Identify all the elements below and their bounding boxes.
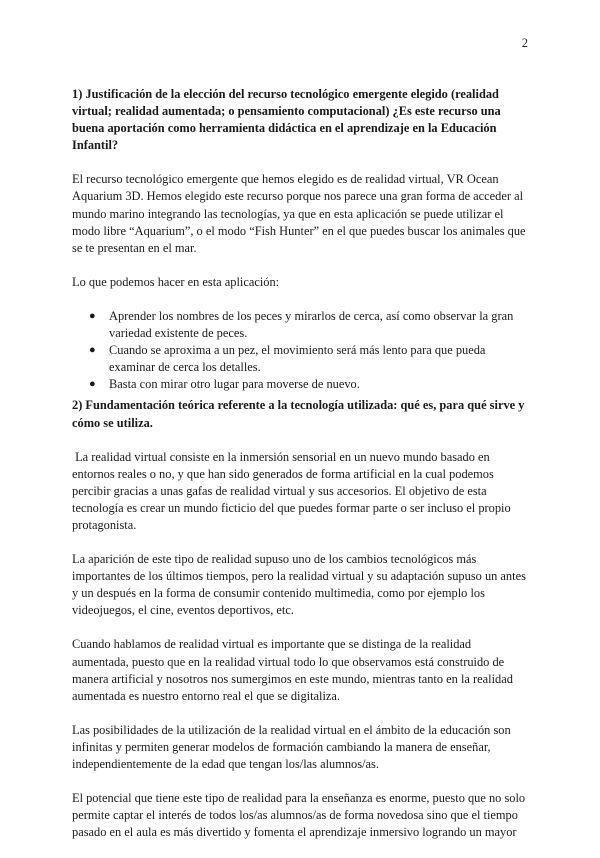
bullet-icon: ● bbox=[89, 378, 96, 391]
paragraph-2: Lo que podemos hacer en esta aplicación: bbox=[72, 274, 280, 289]
document-body bbox=[72, 86, 528, 858]
bullet-list bbox=[72, 308, 528, 393]
bullet-icon: ● bbox=[89, 309, 96, 322]
paragraph-7: El potencial que tiene este tipo de realidad para la enseñanza es enorme, puesto que no solo permite captar el interés de todos los/as alumnos/as de forma novedosa sino que el tiempo pasado en el aula es más divertido y fomenta el aprendizaje inmersivo logrando un mayor bbox=[72, 791, 526, 840]
paragraph-1: El recurso tecnológico emergente que hemos elegido es de realidad virtual, VR Ocean Aquarium 3D. Hemos elegido este recurso porque nos parece una gran forma de acceder al mundo marino integrando las tecnologías, ya que en esta aplicación se puede utilizar el modo libre “Aquarium”, o el modo “Fish Hunter” en el que puedes buscar los animales que se te presentan en el mar. bbox=[72, 172, 526, 255]
paragraph-3: La realidad virtual consiste en la inmersión sensorial en un nuevo mundo basado en entornos reales o no, y que han sido generados de forma artificial en la cual podemos percibir gracias a unas gafas de realidad virtual y sus accesorios. El objetivo de esta tecnología es crear un mundo ficticio del que puedes formar parte o ser incluso el propio protagonista. bbox=[72, 449, 514, 532]
section-heading-2: 2) Fundamentación teórica referente a la tecnología utilizada: qué es, para qué sirve y cómo se utiliza. bbox=[72, 398, 525, 430]
list-item-text: Cuando se aproxima a un pez, el movimiento será más lento para que pueda examinar de cerca los detalles. bbox=[109, 343, 486, 375]
list-item-text: Basta con mirar otro lugar para moverse de nuevo. bbox=[109, 377, 360, 392]
paragraph-6: Las posibilidades de la utilización de la realidad virtual en el ámbito de la educación son infinitas y permiten generar modelos de formación cambiando la manera de enseñar, independientemente de la edad que tengan los/las alumnos/as. bbox=[72, 722, 511, 771]
list-item bbox=[89, 308, 528, 342]
page-number: 2 bbox=[521, 36, 528, 50]
paragraph-4: La aparición de este tipo de realidad supuso uno de los cambios tecnológicos más importantes de los últimos tiempos, pero la realidad virtual y su adaptación supuso un antes y un después en la forma de consumir contenido multimedia, como por ejemplo los videojuegos, el cine, eventos deportivos, etc. bbox=[72, 552, 526, 618]
list-item-text: Aprender los nombres de los peces y mirarlos de cerca, así como observar la gran variedad existente de peces. bbox=[109, 308, 514, 341]
section-heading-1: 1) Justificación de la elección del recurso tecnológico emergente elegido (realidad virtual; realidad aumentada; o pensamiento computacional) ¿Es este recurso una buena aportación como herramienta didáctica en el aprendizaje en la Educación Infantil? bbox=[72, 87, 501, 153]
list-item bbox=[89, 342, 528, 376]
list-item bbox=[89, 376, 528, 393]
paragraph-5: Cuando hablamos de realidad virtual es importante que se distinga de la realidad aumentada, puesto que en la realidad virtual todo lo que observamos está construido de manera artificial y nosotros nos sumergimos en este mundo, mientras tanto en la realidad aumentada es nuestro entorno real el que se digitaliza. bbox=[72, 637, 513, 703]
bullet-icon: ● bbox=[89, 344, 96, 357]
